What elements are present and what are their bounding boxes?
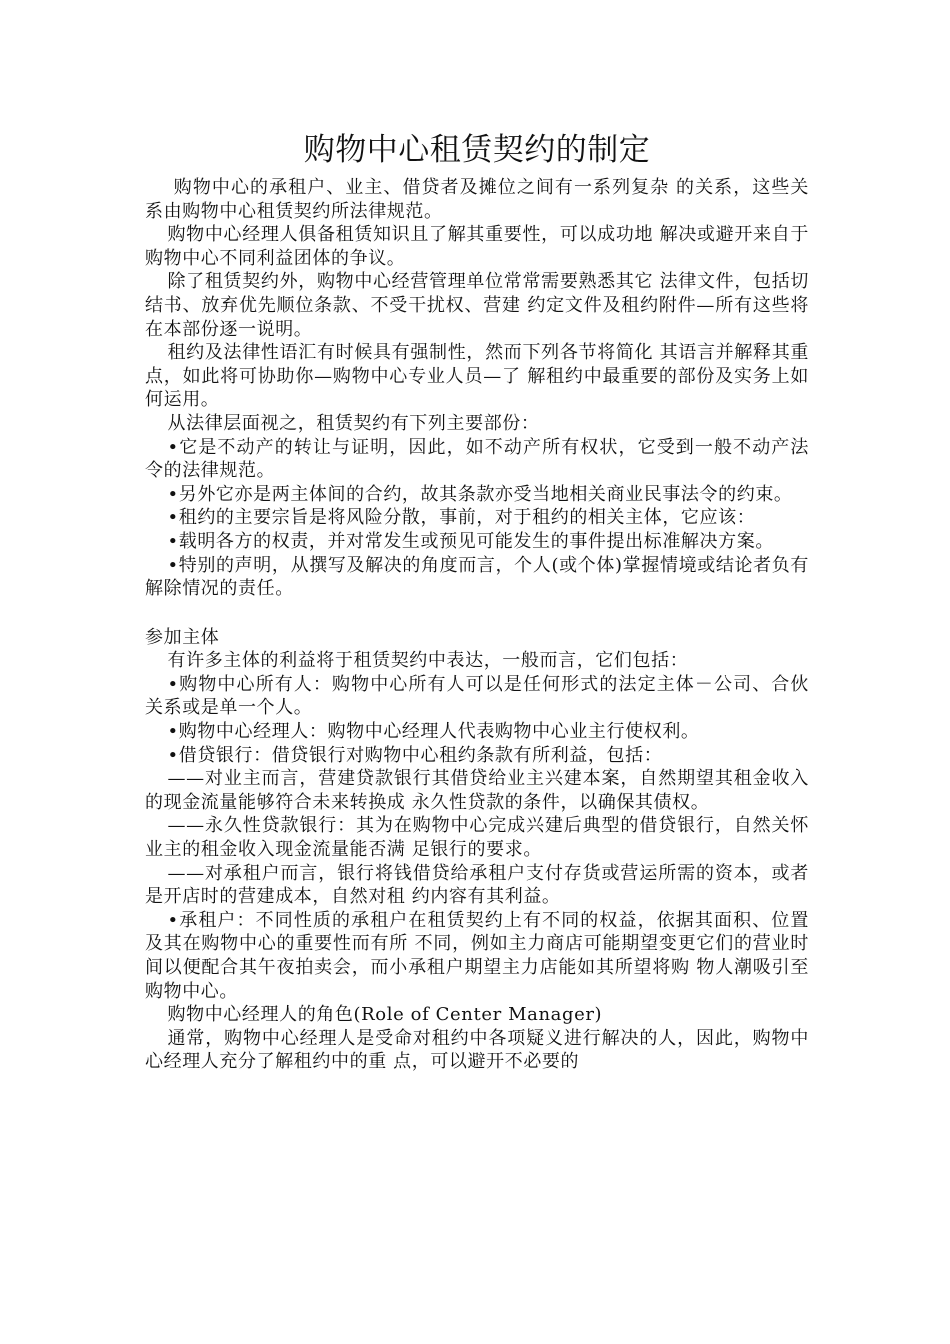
bullet-item: •载明各方的权责，并对常发生或预见可能发生的事件提出标准解决方案。 (167, 530, 774, 552)
blank-line (145, 601, 809, 626)
paragraph: 有许多主体的利益将于租赁契约中表达，一般而言，它们包括： (167, 650, 689, 672)
subsection-heading: 购物中心经理人的角色(Role of Center Manager) (167, 1004, 603, 1026)
section-heading: 参加主体 (145, 626, 220, 648)
bullet-item: •另外它亦是两主体间的合约，故其条款亦受当地相关商业民事法令的约束。 (167, 483, 793, 505)
bullet-item: •承租户：不同性质的承租户在租赁契约上有不同的权益，依据其面积、位置及其在购物中心的重要性而有所 不同，例如主力商店可能期望变更它们的营业时间以便配合其午夜拍卖会，而小承租户期望主力店能如其所望将购 物人潮吸引至购物中心。 (145, 909, 809, 1002)
paragraph: 购物中心的承租户、业主、借贷者及摊位之间有一系列复杂 的关系，这些关系由购物中心租赁契约所法律规范。 (145, 177, 809, 222)
dash-item: ——永久性贷款银行：其为在购物中心完成兴建后典型的借贷银行，自然关怀业主的租金收入现金流量能否满 足银行的要求。 (145, 815, 809, 861)
bullet-item: •租约的主要宗旨是将风险分散，事前，对于租约的相关主体，它应该： (167, 507, 756, 529)
paragraph: 除了租赁契约外，购物中心经营管理单位常常需要熟悉其它 法律文件，包括切结书、放弃优先顺位条款、不受干扰权、营建 约定文件及租约附件—所有这些将在本部份逐一说明。 (145, 271, 809, 340)
dash-item: ——对承租户而言，银行将钱借贷给承租户支付存货或营运所需的资本，或者是开店时的营建成本，自然对租 约内容有其利益。 (145, 862, 809, 908)
paragraph: 购物中心经理人俱备租赁知识且了解其重要性，可以成功地 解决或避开来自于购物中心不同利益团体的争议。 (145, 224, 809, 269)
paragraph: 从法律层面视之，租赁契约有下列主要部份： (167, 412, 540, 434)
bullet-item: •它是不动产的转让与证明，因此，如不动产所有权状，它受到一般不动产法令的法律规范。 (145, 436, 809, 482)
bullet-item: •借贷银行：借贷银行对购物中心租约条款有所利益，包括： (167, 744, 663, 766)
dash-item: ——对业主而言，营建贷款银行其借贷给业主兴建本案，自然期望其租金收入的现金流量能够符合未来转换成 永久性贷款的条件，以确保其债权。 (145, 768, 809, 813)
paragraph: 租约及法律性语汇有时候具有强制性，然而下列各节将简化 其语言并解释其重点，如此将可协助你—购物中心专业人员—了 解租约中最重要的部份及实务上如何运用。 (145, 342, 809, 411)
bullet-item: •特别的声明，从撰写及解决的角度而言，个人(或个体)掌握情境或结论者负有解除情况的责任。 (145, 554, 809, 600)
document-page (145, 128, 809, 1074)
bullet-item: •购物中心所有人：购物中心所有人可以是任何形式的法定主体－公司、合伙关系或是单一个人。 (145, 673, 809, 719)
document-title: 购物中心租赁契约的制定 (303, 132, 651, 168)
paragraph: 通常，购物中心经理人是受命对租约中各项疑义进行解决的人，因此，购物中心经理人充分了解租约中的重 点，可以避开不必要的 (145, 1027, 809, 1073)
bullet-item: •购物中心经理人：购物中心经理人代表购物中心业主行使权利。 (167, 721, 700, 743)
